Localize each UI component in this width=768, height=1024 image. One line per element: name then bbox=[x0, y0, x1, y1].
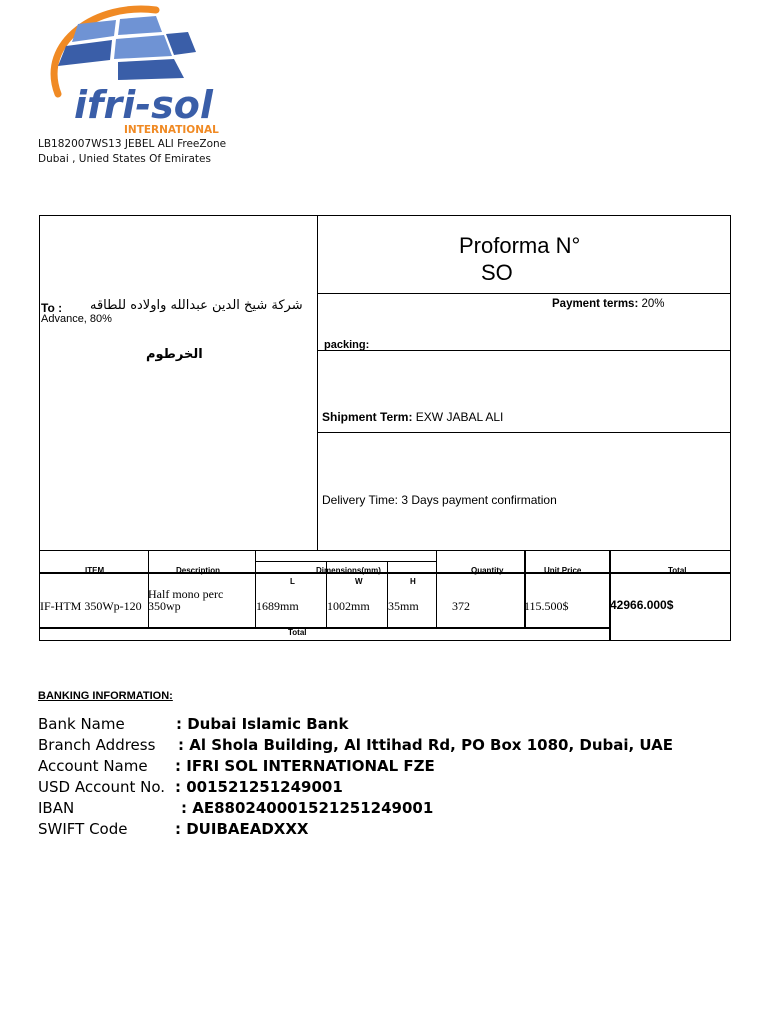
iban-value: : AE880240001521251249001 bbox=[181, 799, 434, 817]
usd-account-label: USD Account No. bbox=[38, 778, 166, 796]
table-bottom-border bbox=[39, 640, 731, 641]
header-l: L bbox=[290, 577, 295, 586]
header-item: ITEM bbox=[85, 566, 105, 575]
row-item: IF-HTM 350Wp-120 bbox=[40, 599, 142, 613]
row-height: 35mm bbox=[388, 599, 419, 613]
col-sep-6 bbox=[524, 550, 526, 628]
col-sep-4 bbox=[387, 561, 388, 628]
box-middle-divider bbox=[317, 215, 318, 550]
header-total: Total bbox=[668, 566, 687, 575]
row-width: 1002mm bbox=[327, 599, 370, 613]
row-quantity: 372 bbox=[452, 599, 470, 613]
box-top-border bbox=[39, 215, 731, 216]
company-address-line2: Dubai , Unied States Of Emirates bbox=[38, 153, 211, 165]
box-divider-2 bbox=[317, 350, 731, 351]
header-quantity: Quantity bbox=[471, 566, 504, 575]
header-h: H bbox=[410, 577, 416, 586]
box-right-border bbox=[730, 215, 731, 641]
box-left-border bbox=[39, 215, 40, 641]
usd-account-value: : 001521251249001 bbox=[175, 778, 343, 796]
advance-text: Advance, 80% bbox=[41, 313, 112, 325]
branch-address-label: Branch Address bbox=[38, 736, 156, 754]
account-name-label: Account Name bbox=[38, 757, 148, 775]
table-header-bottom bbox=[39, 572, 731, 574]
proforma-title: Proforma N° bbox=[459, 233, 581, 258]
proforma-number: SO bbox=[481, 260, 513, 285]
header-description: Description bbox=[176, 566, 221, 575]
banking-title: BANKING INFORMATION: bbox=[38, 690, 173, 702]
box-divider-1 bbox=[317, 293, 731, 294]
to-label: To : bbox=[41, 301, 63, 315]
row-description-line1: Half mono perc bbox=[148, 587, 224, 601]
box-divider-3 bbox=[317, 432, 731, 433]
swift-code-value: : DUIBAEADXXX bbox=[175, 820, 309, 838]
bank-name-value: : Dubai Islamic Bank bbox=[176, 715, 349, 733]
row-unit-price: 115.500$ bbox=[524, 599, 569, 613]
swift-code-label: SWIFT Code bbox=[38, 820, 128, 838]
delivery-time: Delivery Time: 3 Days payment confirmation bbox=[322, 493, 557, 507]
customer-name: شركة شيخ الدين عبدالله واولاده للطاقه bbox=[90, 298, 303, 313]
table-top-border bbox=[39, 550, 731, 551]
company-logo bbox=[38, 2, 220, 138]
row-description-line2: 350wp bbox=[148, 599, 181, 613]
row-length: 1689mm bbox=[256, 599, 299, 613]
header-w: W bbox=[355, 577, 363, 586]
customer-city: الخرطوم bbox=[146, 347, 203, 362]
payment-terms: Payment terms: 20% bbox=[552, 298, 665, 310]
iban-label: IBAN bbox=[38, 799, 75, 817]
company-address-line1: LB182007WS13 JEBEL ALI FreeZone bbox=[38, 138, 227, 150]
account-name-value: : IFRI SOL INTERNATIONAL FZE bbox=[175, 757, 435, 775]
col-sep-7 bbox=[609, 550, 611, 641]
total-label: Total bbox=[288, 628, 307, 637]
logo-wordmark: ifri-sol bbox=[74, 83, 213, 127]
packing-label: packing: bbox=[324, 339, 370, 351]
solar-panel-icon bbox=[58, 16, 196, 80]
header-unit-price: Unit Price bbox=[544, 566, 582, 575]
row-total: 42966.000$ bbox=[610, 598, 674, 612]
bank-name-label: Bank Name bbox=[38, 715, 125, 733]
shipment-term: Shipment Term: EXW JABAL ALI bbox=[322, 410, 504, 424]
branch-address-value: : Al Shola Building, Al Ittihad Rd, PO Box 1080, Dubai, UAE bbox=[178, 736, 673, 754]
header-dimensions: Dimensions(mm) bbox=[316, 566, 381, 575]
dimensions-subdivider bbox=[255, 561, 437, 562]
logo-subtext: INTERNATIONAL bbox=[124, 124, 219, 136]
